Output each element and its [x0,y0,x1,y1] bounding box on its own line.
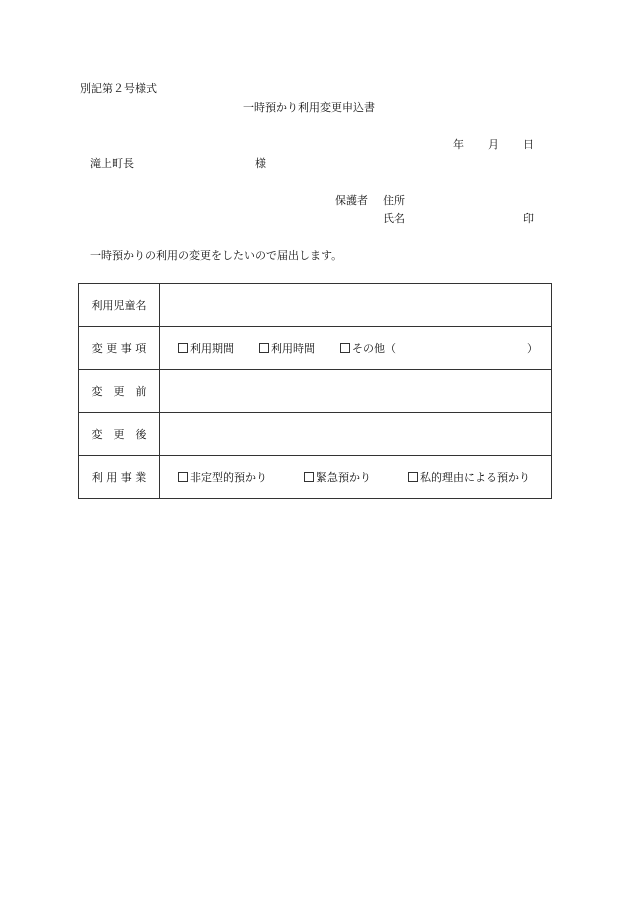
guardian-label: 保護者 [335,194,368,207]
addressee-honorific: 様 [255,157,266,170]
addressee-mayor: 滝上町長 [90,157,134,170]
form-number: 別記第２号様式 [80,82,157,95]
table-row [79,327,552,370]
option-label: 非定型的預かり [190,471,267,484]
checkbox-icon[interactable] [259,343,269,353]
row-label-service-type: 利 用 事 業 [79,456,160,499]
checkbox-icon[interactable] [408,472,418,482]
checkbox-icon[interactable] [304,472,314,482]
row-label-before-change: 変 更 前 [79,370,160,413]
option-label: 利用期間 [190,342,234,355]
option-label: 私的理由による預かり [420,471,530,484]
service-type-field [160,456,552,499]
application-form-table [78,283,552,499]
option-other[interactable] [340,340,396,356]
checkbox-icon[interactable] [178,343,188,353]
row-label-change-items: 変 更 事 項 [79,327,160,370]
table-row [79,370,552,413]
option-usage-time[interactable] [259,340,315,356]
checkbox-icon[interactable] [178,472,188,482]
change-items-field [160,327,552,370]
date-year-label: 年 [453,138,464,151]
row-label-after-change: 変 更 後 [79,413,160,456]
guardian-address-label: 住所 [383,194,405,207]
table-row [79,456,552,499]
date-month-label: 月 [488,138,499,151]
child-name-field[interactable] [160,284,552,327]
other-close-paren: ） [527,342,538,355]
option-usage-period[interactable] [178,340,234,356]
option-emergency-care[interactable] [304,469,371,485]
option-label: 緊急預かり [316,471,371,484]
row-label-child-name: 利用児童名 [79,284,160,327]
date-day-label: 日 [523,138,534,151]
option-private-reason-care[interactable] [408,469,530,485]
before-change-field[interactable] [160,370,552,413]
guardian-name-label: 氏名 [383,212,405,225]
form-title: 一時預かり利用変更申込書 [243,101,375,114]
option-label: その他（ [352,342,396,355]
option-label: 利用時間 [271,342,315,355]
option-irregular-care[interactable] [178,469,267,485]
seal-label: 印 [523,212,534,225]
checkbox-icon[interactable] [340,343,350,353]
after-change-field[interactable] [160,413,552,456]
statement-text: 一時預かりの利用の変更をしたいので届出します。 [90,249,343,262]
table-row [79,284,552,327]
table-row [79,413,552,456]
